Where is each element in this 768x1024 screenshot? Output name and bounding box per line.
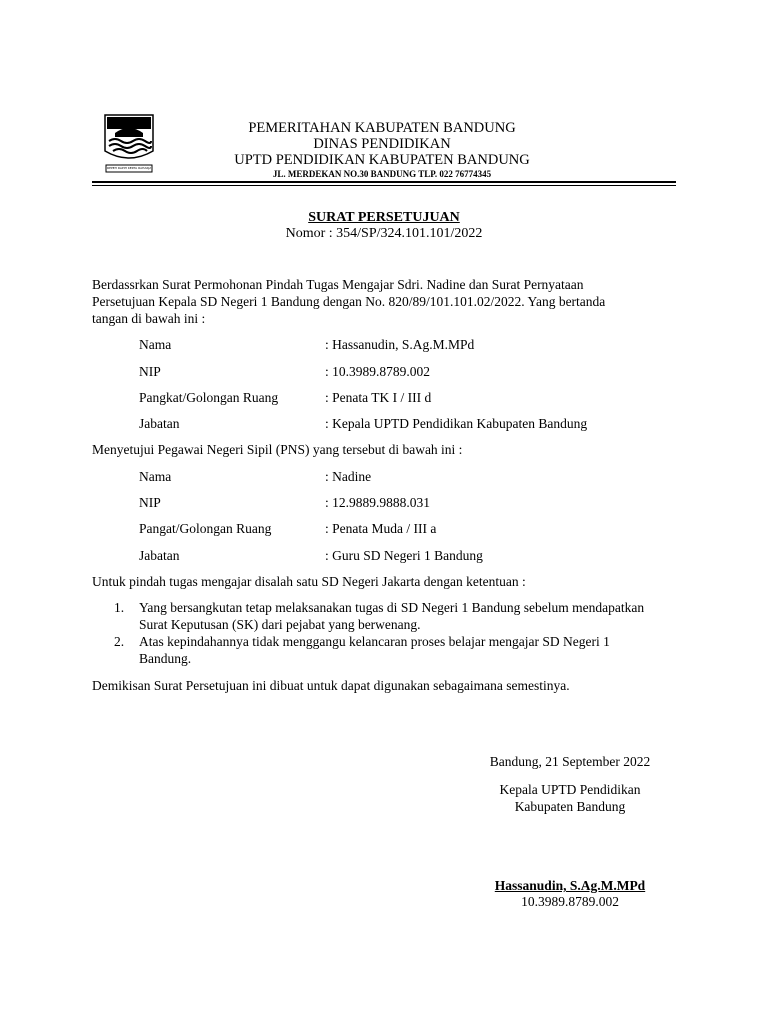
condition-2-line-1: Atas kepindahannya tidak menggangu kelancaran proses belajar mengajar SD Negeri 1 <box>139 634 610 649</box>
employee-value-rank: : Penata Muda / III a <box>325 521 437 536</box>
approve-text: Menyetujui Pegawai Negeri Sipil (PNS) yang tersebut di bawah ini : <box>92 442 463 457</box>
employee-label-nip: NIP <box>139 495 161 510</box>
signer-value-nip: : 10.3989.8789.002 <box>325 364 431 379</box>
header-government: PEMERITAHAN KABUPATEN BANDUNG <box>248 120 516 136</box>
employee-value-nip: : 12.9889.9888.031 <box>325 495 431 510</box>
signer-value-name: : Hassanudin, S.Ag.M.MPd <box>325 337 475 352</box>
signature-name: Hassanudin, S.Ag.M.MPd <box>494 878 646 893</box>
signer-label-rank: Pangkat/Golongan Ruang <box>139 390 279 405</box>
header-department: DINAS PENDIDIKAN <box>313 136 451 152</box>
signature-place-date: Bandung, 21 September 2022 <box>489 754 651 769</box>
header-divider-thick <box>92 181 676 183</box>
letter-number: Nomor : 354/SP/324.101.101/2022 <box>285 226 483 241</box>
signature-position-1: Kepala UPTD Pendidikan <box>499 782 641 797</box>
signer-label-position: Jabatan <box>139 416 180 431</box>
signature-position-2: Kabupaten Bandung <box>514 799 626 814</box>
closing-text: Demikisan Surat Persetujuan ini dibuat untuk dapat digunakan sebagaimana semestinya. <box>92 678 570 693</box>
condition-number: 1. <box>114 600 125 615</box>
condition-1-line-1: Yang bersangkutan tetap melaksanakan tugas di SD Negeri 1 Bandung sebelum mendapatkan <box>139 600 645 615</box>
employee-label-position: Jabatan <box>139 548 180 563</box>
signer-label-name: Nama <box>139 337 172 352</box>
signer-value-rank: : Penata TK I / III d <box>325 390 432 405</box>
header-divider-thin <box>92 185 676 186</box>
condition-2-line-2: Bandung. <box>139 651 192 666</box>
employee-value-name: : Nadine <box>325 469 372 484</box>
condition-1-line-2: Surat Keputusan (SK) dari pejabat yang berwenang. <box>139 617 421 632</box>
intro-line-2: Persetujuan Kepala SD Negeri 1 Bandung dengan No. 820/89/101.101.02/2022. Yang bertanda <box>92 294 606 309</box>
logo-motto: REPEH RAPIH KERTA RAHARJA <box>107 166 151 170</box>
intro-line-1: Berdassrkan Surat Permohonan Pindah Tugas Mengajar Sdri. Nadine dan Surat Pernyataan <box>92 277 584 292</box>
condition-number: 2. <box>114 634 125 649</box>
signer-label-nip: NIP <box>139 364 161 379</box>
employee-label-rank: Pangat/Golongan Ruang <box>139 521 272 536</box>
signer-value-position: : Kepala UPTD Pendidikan Kabupaten Bandung <box>325 416 588 431</box>
kabupaten-bandung-logo-icon <box>103 113 155 175</box>
header-office: UPTD PENDIDIKAN KABUPATEN BANDUNG <box>234 152 530 168</box>
letter-title: SURAT PERSETUJUAN <box>308 210 460 225</box>
employee-value-position: : Guru SD Negeri 1 Bandung <box>325 548 483 563</box>
employee-label-name: Nama <box>139 469 172 484</box>
transfer-text: Untuk pindah tugas mengajar disalah satu SD Negeri Jakarta dengan ketentuan : <box>92 574 526 589</box>
signature-nip: 10.3989.8789.002 <box>521 894 619 909</box>
header-address: JL. MERDEKAN NO.30 BANDUNG TLP. 022 76774345 <box>272 169 492 179</box>
intro-line-3: tangan di bawah ini : <box>92 311 206 326</box>
